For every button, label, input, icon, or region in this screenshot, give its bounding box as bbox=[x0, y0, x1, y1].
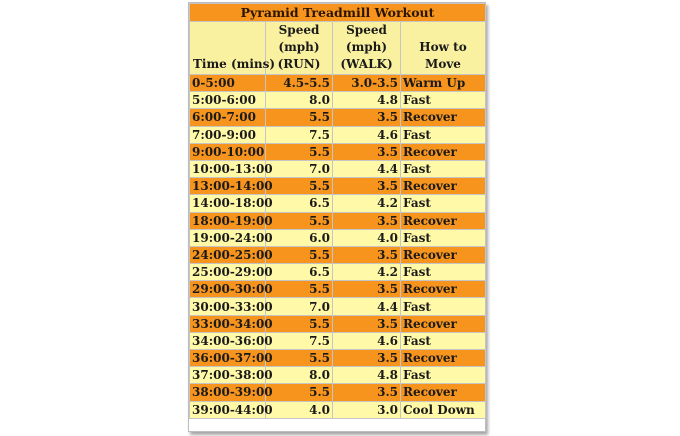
table-row bbox=[190, 109, 486, 126]
how-to-move-cell: Fast bbox=[401, 126, 486, 143]
how-to-move-cell: Fast bbox=[401, 229, 486, 246]
time-cell: 7:00-9:00 bbox=[190, 126, 266, 143]
run-speed-cell: 6.0 bbox=[266, 229, 333, 246]
walk-header-line3: (WALK) bbox=[340, 57, 393, 71]
how-to-move-cell: Recover bbox=[401, 212, 486, 229]
table-row bbox=[190, 401, 486, 418]
time-cell: 39:00-44:00 bbox=[190, 401, 266, 418]
walk-speed-cell: 4.8 bbox=[333, 92, 401, 109]
run-speed-cell: 5.5 bbox=[266, 178, 333, 195]
workout-table-frame bbox=[188, 2, 486, 432]
walk-speed-cell: 3.5 bbox=[333, 384, 401, 401]
walk-speed-cell: 4.6 bbox=[333, 332, 401, 349]
walk-speed-cell: 4.6 bbox=[333, 126, 401, 143]
how-to-move-cell: Fast bbox=[401, 160, 486, 177]
move-header-line2: Move bbox=[425, 57, 461, 71]
walk-speed-cell: 4.4 bbox=[333, 160, 401, 177]
time-cell: 19:00-24:00 bbox=[190, 229, 266, 246]
time-cell: 30:00-33:00 bbox=[190, 298, 266, 315]
run-speed-cell: 5.5 bbox=[266, 315, 333, 332]
time-cell: 24:00-25:00 bbox=[190, 246, 266, 263]
how-to-move-cell: Recover bbox=[401, 315, 486, 332]
walk-speed-cell: 3.5 bbox=[333, 143, 401, 160]
workout-table bbox=[189, 3, 486, 419]
how-to-move-cell: Warm Up bbox=[401, 75, 486, 92]
table-row bbox=[190, 264, 486, 281]
run-speed-cell: 5.5 bbox=[266, 281, 333, 298]
table-row bbox=[190, 212, 486, 229]
walk-speed-cell: 3.5 bbox=[333, 281, 401, 298]
table-row bbox=[190, 246, 486, 263]
run-speed-cell: 5.5 bbox=[266, 246, 333, 263]
time-cell: 14:00-18:00 bbox=[190, 195, 266, 212]
run-speed-header bbox=[266, 22, 333, 75]
time-cell: 37:00-38:00 bbox=[190, 367, 266, 384]
table-row bbox=[190, 350, 486, 367]
run-speed-cell: 4.5-5.5 bbox=[266, 75, 333, 92]
how-to-move-cell: Recover bbox=[401, 350, 486, 367]
walk-speed-cell: 4.2 bbox=[333, 195, 401, 212]
table-row bbox=[190, 281, 486, 298]
title-row bbox=[190, 4, 486, 22]
walk-speed-cell: 3.0 bbox=[333, 401, 401, 418]
table-row bbox=[190, 315, 486, 332]
walk-speed-cell: 4.0 bbox=[333, 229, 401, 246]
how-to-move-header bbox=[401, 22, 486, 75]
walk-speed-cell: 4.4 bbox=[333, 298, 401, 315]
workout-rows bbox=[190, 75, 486, 419]
run-speed-cell: 7.0 bbox=[266, 298, 333, 315]
move-header-line1: How to bbox=[419, 40, 467, 54]
walk-speed-cell: 3.5 bbox=[333, 315, 401, 332]
table-row bbox=[190, 178, 486, 195]
table-row bbox=[190, 332, 486, 349]
time-cell: 13:00-14:00 bbox=[190, 178, 266, 195]
table-row bbox=[190, 298, 486, 315]
how-to-move-cell: Cool Down bbox=[401, 401, 486, 418]
run-speed-cell: 5.5 bbox=[266, 109, 333, 126]
table-row bbox=[190, 367, 486, 384]
walk-header-line1: Speed bbox=[346, 23, 387, 37]
run-speed-cell: 5.5 bbox=[266, 384, 333, 401]
run-speed-cell: 8.0 bbox=[266, 367, 333, 384]
walk-speed-cell: 3.5 bbox=[333, 350, 401, 367]
run-header-line2: (mph) bbox=[278, 40, 320, 54]
run-header-line3: (RUN) bbox=[277, 57, 321, 71]
time-cell: 38:00-39:00 bbox=[190, 384, 266, 401]
how-to-move-cell: Recover bbox=[401, 178, 486, 195]
table-title: Pyramid Treadmill Workout bbox=[190, 4, 486, 22]
time-cell: 36:00-37:00 bbox=[190, 350, 266, 367]
run-header-line1: Speed bbox=[278, 23, 320, 37]
run-speed-cell: 6.5 bbox=[266, 195, 333, 212]
time-cell: 5:00-6:00 bbox=[190, 92, 266, 109]
time-cell: 18:00-19:00 bbox=[190, 212, 266, 229]
table-row bbox=[190, 384, 486, 401]
walk-speed-cell: 3.5 bbox=[333, 246, 401, 263]
run-speed-cell: 5.5 bbox=[266, 212, 333, 229]
walk-header-line2: (mph) bbox=[345, 40, 388, 54]
run-speed-cell: 4.0 bbox=[266, 401, 333, 418]
time-cell: 0-5:00 bbox=[190, 75, 266, 92]
table-row bbox=[190, 92, 486, 109]
time-cell: 33:00-34:00 bbox=[190, 315, 266, 332]
time-cell: 9:00-10:00 bbox=[190, 143, 266, 160]
walk-speed-cell: 3.5 bbox=[333, 212, 401, 229]
walk-speed-cell: 3.5 bbox=[333, 109, 401, 126]
time-cell: 34:00-36:00 bbox=[190, 332, 266, 349]
walk-speed-cell: 3.0-3.5 bbox=[333, 75, 401, 92]
time-cell: 6:00-7:00 bbox=[190, 109, 266, 126]
walk-speed-header bbox=[333, 22, 401, 75]
how-to-move-cell: Fast bbox=[401, 367, 486, 384]
table-row bbox=[190, 229, 486, 246]
how-to-move-cell: Recover bbox=[401, 281, 486, 298]
run-speed-cell: 7.0 bbox=[266, 160, 333, 177]
how-to-move-cell: Recover bbox=[401, 246, 486, 263]
how-to-move-cell: Fast bbox=[401, 92, 486, 109]
table-row bbox=[190, 143, 486, 160]
how-to-move-cell: Recover bbox=[401, 143, 486, 160]
table-row bbox=[190, 126, 486, 143]
time-header-label: Time (mins) bbox=[193, 57, 276, 71]
how-to-move-cell: Fast bbox=[401, 264, 486, 281]
time-cell: 29:00-30:00 bbox=[190, 281, 266, 298]
table-row bbox=[190, 160, 486, 177]
run-speed-cell: 7.5 bbox=[266, 332, 333, 349]
time-cell: 25:00-29:00 bbox=[190, 264, 266, 281]
run-speed-cell: 5.5 bbox=[266, 143, 333, 160]
time-header bbox=[190, 22, 276, 75]
time-cell: 10:00-13:00 bbox=[190, 160, 266, 177]
run-speed-cell: 6.5 bbox=[266, 264, 333, 281]
table-row bbox=[190, 195, 486, 212]
walk-speed-cell: 4.8 bbox=[333, 367, 401, 384]
table-row bbox=[190, 75, 486, 92]
run-speed-cell: 7.5 bbox=[266, 126, 333, 143]
walk-speed-cell: 3.5 bbox=[333, 178, 401, 195]
how-to-move-cell: Recover bbox=[401, 384, 486, 401]
run-speed-cell: 5.5 bbox=[266, 350, 333, 367]
run-speed-cell: 8.0 bbox=[266, 92, 333, 109]
walk-speed-cell: 4.2 bbox=[333, 264, 401, 281]
header-row bbox=[190, 22, 486, 75]
how-to-move-cell: Recover bbox=[401, 109, 486, 126]
how-to-move-cell: Fast bbox=[401, 298, 486, 315]
how-to-move-cell: Fast bbox=[401, 332, 486, 349]
how-to-move-cell: Fast bbox=[401, 195, 486, 212]
